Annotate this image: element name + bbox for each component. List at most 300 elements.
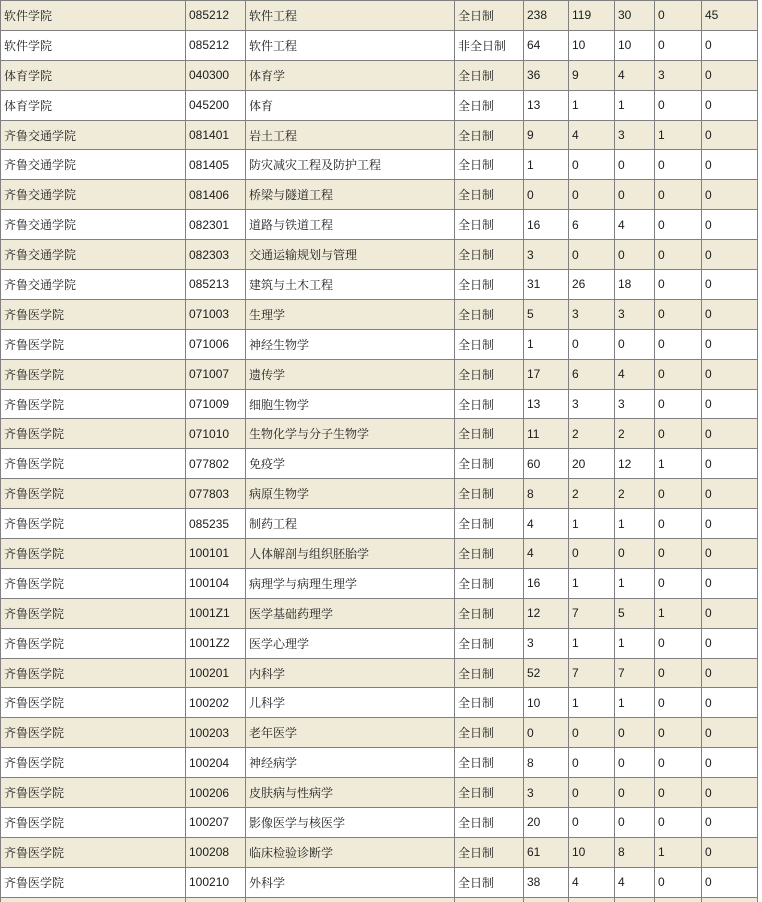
table-cell: 1	[655, 599, 702, 629]
table-cell: 软件工程	[246, 1, 455, 31]
table-cell: 齐鲁医学院	[1, 569, 186, 599]
table-cell: 1	[615, 91, 655, 121]
table-cell: 全日制	[455, 569, 524, 599]
table-cell: 0	[655, 659, 702, 689]
table-cell: 全日制	[455, 240, 524, 270]
table-cell: 085213	[186, 270, 246, 300]
table-cell: 0	[702, 300, 758, 330]
table-cell	[655, 898, 702, 902]
table-cell: 0	[655, 300, 702, 330]
table-cell: 齐鲁医学院	[1, 390, 186, 420]
table-cell: 非全日制	[455, 31, 524, 61]
table-cell: 100101	[186, 539, 246, 569]
table-cell: 0	[569, 539, 615, 569]
table-row	[1, 778, 758, 808]
table-cell	[455, 898, 524, 902]
table-cell: 3	[655, 61, 702, 91]
table-cell: 10	[524, 688, 569, 718]
table-cell: 0	[702, 718, 758, 748]
table-cell: 全日制	[455, 688, 524, 718]
table-cell: 齐鲁医学院	[1, 748, 186, 778]
table-cell: 皮肤病与性病学	[246, 778, 455, 808]
table-cell: 1	[615, 629, 655, 659]
table-row	[1, 479, 758, 509]
table-cell: 3	[569, 390, 615, 420]
table-cell: 0	[615, 539, 655, 569]
table-cell: 0	[702, 509, 758, 539]
table-cell: 齐鲁医学院	[1, 599, 186, 629]
table-row	[1, 180, 758, 210]
table-cell: 0	[615, 180, 655, 210]
table-cell: 齐鲁交通学院	[1, 121, 186, 151]
table-cell: 2	[569, 419, 615, 449]
table-cell: 0	[655, 868, 702, 898]
table-cell: 13	[524, 91, 569, 121]
table-cell: 0	[655, 91, 702, 121]
table-cell: 10	[569, 838, 615, 868]
table-cell: 0	[702, 659, 758, 689]
table-row	[1, 629, 758, 659]
table-cell: 0	[569, 718, 615, 748]
table-cell: 影像医学与核医学	[246, 808, 455, 838]
table-cell: 免疫学	[246, 449, 455, 479]
table-row	[1, 210, 758, 240]
table-cell: 1	[655, 838, 702, 868]
table-cell: 0	[702, 539, 758, 569]
table-cell: 1001Z1	[186, 599, 246, 629]
table-cell: 0	[615, 330, 655, 360]
table-cell: 1	[569, 91, 615, 121]
table-cell: 0	[569, 330, 615, 360]
table-row	[1, 330, 758, 360]
table-cell: 17	[524, 360, 569, 390]
table-cell: 全日制	[455, 270, 524, 300]
table-cell: 16	[524, 210, 569, 240]
table-row	[1, 240, 758, 270]
table-cell	[1, 898, 186, 902]
table-cell: 4	[615, 360, 655, 390]
table-cell: 0	[702, 629, 758, 659]
table-row	[1, 539, 758, 569]
table-cell: 12	[615, 449, 655, 479]
table-cell: 4	[569, 121, 615, 151]
table-row	[1, 300, 758, 330]
table-cell: 齐鲁医学院	[1, 629, 186, 659]
table-cell: 0	[655, 419, 702, 449]
table-cell: 1001Z2	[186, 629, 246, 659]
table-cell: 全日制	[455, 509, 524, 539]
table-cell: 内科学	[246, 659, 455, 689]
table-cell: 4	[569, 868, 615, 898]
table-cell: 071010	[186, 419, 246, 449]
table-cell: 0	[655, 569, 702, 599]
table-cell: 20	[569, 449, 615, 479]
table-cell: 临床检验诊断学	[246, 838, 455, 868]
table-cell: 0	[655, 539, 702, 569]
table-cell: 1	[569, 569, 615, 599]
table-cell: 100104	[186, 569, 246, 599]
table-cell: 全日制	[455, 150, 524, 180]
table-row	[1, 659, 758, 689]
table-row	[1, 718, 758, 748]
table-cell: 10	[569, 31, 615, 61]
table-cell: 0	[569, 240, 615, 270]
table-cell: 0	[655, 210, 702, 240]
table-cell: 全日制	[455, 659, 524, 689]
table-cell	[186, 898, 246, 902]
table-row	[1, 121, 758, 151]
table-cell: 1	[615, 569, 655, 599]
table-cell: 齐鲁交通学院	[1, 150, 186, 180]
table-cell: 10	[615, 31, 655, 61]
table-cell: 100203	[186, 718, 246, 748]
table-cell: 全日制	[455, 778, 524, 808]
table-cell: 38	[524, 868, 569, 898]
table-cell: 081405	[186, 150, 246, 180]
table-cell: 081406	[186, 180, 246, 210]
table-cell	[702, 898, 758, 902]
table-cell: 0	[655, 1, 702, 31]
table-cell: 0	[655, 629, 702, 659]
table-cell: 8	[524, 748, 569, 778]
table-cell: 全日制	[455, 479, 524, 509]
table-cell: 8	[615, 838, 655, 868]
table-cell: 全日制	[455, 808, 524, 838]
table-cell: 1	[615, 688, 655, 718]
table-cell: 全日制	[455, 539, 524, 569]
table-cell: 细胞生物学	[246, 390, 455, 420]
table-cell: 7	[569, 659, 615, 689]
table-cell: 病原生物学	[246, 479, 455, 509]
table-cell: 4	[524, 539, 569, 569]
table-cell: 18	[615, 270, 655, 300]
table-cell: 071003	[186, 300, 246, 330]
table-cell: 体育	[246, 91, 455, 121]
table-cell: 全日制	[455, 180, 524, 210]
table-cell: 4	[615, 61, 655, 91]
table-cell: 0	[702, 360, 758, 390]
table-cell: 6	[569, 360, 615, 390]
table-cell: 085212	[186, 1, 246, 31]
table-cell: 体育学院	[1, 91, 186, 121]
table-cell: 5	[524, 300, 569, 330]
table-cell	[246, 898, 455, 902]
table-cell: 齐鲁医学院	[1, 419, 186, 449]
table-cell: 0	[702, 150, 758, 180]
table-cell: 道路与铁道工程	[246, 210, 455, 240]
table-cell: 生理学	[246, 300, 455, 330]
table-row	[1, 509, 758, 539]
table-cell: 制药工程	[246, 509, 455, 539]
table-cell: 齐鲁医学院	[1, 509, 186, 539]
table-cell: 齐鲁医学院	[1, 808, 186, 838]
table-cell: 齐鲁医学院	[1, 659, 186, 689]
table-cell: 0	[655, 390, 702, 420]
table-row	[1, 569, 758, 599]
table-cell: 11	[524, 419, 569, 449]
table-row	[1, 599, 758, 629]
table-cell: 3	[569, 300, 615, 330]
table-cell: 人体解剖与组织胚胎学	[246, 539, 455, 569]
table-cell: 0	[702, 449, 758, 479]
table-cell: 082301	[186, 210, 246, 240]
table-cell: 齐鲁交通学院	[1, 240, 186, 270]
table-cell: 119	[569, 1, 615, 31]
table-cell: 64	[524, 31, 569, 61]
table-cell: 52	[524, 659, 569, 689]
table-cell: 齐鲁医学院	[1, 330, 186, 360]
table-cell: 软件学院	[1, 31, 186, 61]
table-cell: 0	[702, 330, 758, 360]
table-cell: 0	[655, 808, 702, 838]
table-cell: 085235	[186, 509, 246, 539]
table-row	[1, 31, 758, 61]
table-cell: 081401	[186, 121, 246, 151]
table-cell: 全日制	[455, 61, 524, 91]
table-cell: 238	[524, 1, 569, 31]
table-cell: 0	[702, 240, 758, 270]
table-cell: 齐鲁医学院	[1, 688, 186, 718]
table-row	[1, 360, 758, 390]
table-cell: 防灾减灾工程及防护工程	[246, 150, 455, 180]
table-cell: 全日制	[455, 360, 524, 390]
table-cell: 0	[702, 419, 758, 449]
table-cell: 100208	[186, 838, 246, 868]
table-cell: 齐鲁交通学院	[1, 270, 186, 300]
table-cell: 0	[655, 509, 702, 539]
table-cell: 60	[524, 449, 569, 479]
table-row	[1, 748, 758, 778]
table-cell: 0	[569, 748, 615, 778]
table-cell	[615, 898, 655, 902]
table-cell: 0	[702, 390, 758, 420]
table-cell: 齐鲁医学院	[1, 868, 186, 898]
table-cell: 040300	[186, 61, 246, 91]
table-cell: 全日制	[455, 748, 524, 778]
table-cell: 全日制	[455, 629, 524, 659]
table-cell: 外科学	[246, 868, 455, 898]
table-cell: 全日制	[455, 300, 524, 330]
table-cell: 3	[615, 300, 655, 330]
table-cell: 0	[702, 479, 758, 509]
table-cell: 100207	[186, 808, 246, 838]
table-cell: 8	[524, 479, 569, 509]
table-cell: 5	[615, 599, 655, 629]
table-cell: 岩土工程	[246, 121, 455, 151]
table-cell: 神经病学	[246, 748, 455, 778]
table-cell: 全日制	[455, 599, 524, 629]
table-cell: 7	[615, 659, 655, 689]
table-cell: 0	[702, 599, 758, 629]
table-cell: 全日制	[455, 91, 524, 121]
table-cell: 1	[615, 509, 655, 539]
table-cell: 全日制	[455, 449, 524, 479]
table-cell: 20	[524, 808, 569, 838]
table-cell: 0	[702, 569, 758, 599]
table-cell: 9	[569, 61, 615, 91]
table-cell: 0	[702, 808, 758, 838]
table-cell: 3	[524, 778, 569, 808]
table-cell: 0	[655, 270, 702, 300]
table-cell: 071006	[186, 330, 246, 360]
table-cell: 1	[569, 688, 615, 718]
table-cell: 2	[615, 419, 655, 449]
table-cell: 3	[524, 629, 569, 659]
table-cell: 0	[524, 180, 569, 210]
table-row	[1, 150, 758, 180]
table-cell: 1	[655, 449, 702, 479]
table-cell: 全日制	[455, 330, 524, 360]
table-cell: 0	[655, 748, 702, 778]
table-cell: 0	[702, 61, 758, 91]
table-cell: 3	[615, 390, 655, 420]
table-row	[1, 449, 758, 479]
table-cell: 6	[569, 210, 615, 240]
table-cell: 3	[615, 121, 655, 151]
table-row	[1, 1, 758, 31]
table-cell: 0	[615, 150, 655, 180]
table-cell: 0	[655, 150, 702, 180]
table-cell: 0	[702, 868, 758, 898]
table-cell: 遗传学	[246, 360, 455, 390]
table-cell: 体育学	[246, 61, 455, 91]
table-cell: 0	[615, 240, 655, 270]
table-cell: 0	[702, 210, 758, 240]
table-cell: 26	[569, 270, 615, 300]
table-cell: 齐鲁医学院	[1, 778, 186, 808]
table-cell: 0	[655, 718, 702, 748]
table-cell: 100202	[186, 688, 246, 718]
table-cell: 齐鲁医学院	[1, 539, 186, 569]
table-cell: 0	[615, 748, 655, 778]
table-row	[1, 808, 758, 838]
table-cell: 1	[569, 509, 615, 539]
table-cell: 0	[655, 180, 702, 210]
table-body	[1, 1, 758, 902]
table-cell: 儿科学	[246, 688, 455, 718]
table-cell: 4	[615, 210, 655, 240]
table-cell: 0	[655, 778, 702, 808]
table-cell: 齐鲁医学院	[1, 449, 186, 479]
table-cell: 医学心理学	[246, 629, 455, 659]
table-cell: 0	[655, 240, 702, 270]
table-cell: 0	[655, 31, 702, 61]
table-cell: 交通运输规划与管理	[246, 240, 455, 270]
table-cell: 桥梁与隧道工程	[246, 180, 455, 210]
table-cell: 全日制	[455, 868, 524, 898]
table-cell: 31	[524, 270, 569, 300]
table-cell: 61	[524, 838, 569, 868]
table-cell: 0	[569, 808, 615, 838]
table-cell: 0	[615, 778, 655, 808]
table-cell: 齐鲁医学院	[1, 300, 186, 330]
table-cell: 100206	[186, 778, 246, 808]
table-cell: 全日制	[455, 838, 524, 868]
table-cell: 齐鲁医学院	[1, 479, 186, 509]
table-cell: 16	[524, 569, 569, 599]
table-cell: 0	[702, 838, 758, 868]
table-cell: 神经生物学	[246, 330, 455, 360]
table-row	[1, 688, 758, 718]
table-cell: 0	[702, 121, 758, 151]
table-cell: 0	[702, 91, 758, 121]
table-cell: 13	[524, 390, 569, 420]
table-cell: 0	[569, 778, 615, 808]
table-cell: 软件工程	[246, 31, 455, 61]
table-cell: 071009	[186, 390, 246, 420]
table-cell: 齐鲁医学院	[1, 360, 186, 390]
table-cell: 软件学院	[1, 1, 186, 31]
table-cell: 齐鲁医学院	[1, 718, 186, 748]
table-cell: 100210	[186, 868, 246, 898]
table-cell: 0	[615, 808, 655, 838]
table-cell: 045200	[186, 91, 246, 121]
table-cell: 齐鲁医学院	[1, 838, 186, 868]
table-cell: 病理学与病理生理学	[246, 569, 455, 599]
table-cell: 2	[615, 479, 655, 509]
table-cell: 全日制	[455, 718, 524, 748]
table-cell: 4	[615, 868, 655, 898]
table-cell: 全日制	[455, 390, 524, 420]
table-cell	[524, 898, 569, 902]
table-cell: 2	[569, 479, 615, 509]
table-cell: 30	[615, 1, 655, 31]
table-cell: 071007	[186, 360, 246, 390]
table-row	[1, 868, 758, 898]
table-cell: 全日制	[455, 121, 524, 151]
table-cell: 3	[524, 240, 569, 270]
table-cell: 1	[524, 330, 569, 360]
table-row	[1, 61, 758, 91]
table-row	[1, 898, 758, 902]
table-cell: 0	[702, 31, 758, 61]
table-cell: 12	[524, 599, 569, 629]
table-cell: 1	[524, 150, 569, 180]
table-cell: 全日制	[455, 419, 524, 449]
table-cell: 0	[655, 330, 702, 360]
table-cell: 体育学院	[1, 61, 186, 91]
table-cell: 医学基础药理学	[246, 599, 455, 629]
table-cell: 0	[655, 479, 702, 509]
table-cell: 4	[524, 509, 569, 539]
table-cell: 全日制	[455, 210, 524, 240]
table-row	[1, 270, 758, 300]
table-cell: 0	[569, 180, 615, 210]
table-cell: 100204	[186, 748, 246, 778]
table-cell: 0	[655, 688, 702, 718]
table-cell: 45	[702, 1, 758, 31]
table-cell: 082303	[186, 240, 246, 270]
table-cell: 7	[569, 599, 615, 629]
table-cell: 36	[524, 61, 569, 91]
table-cell: 1	[569, 629, 615, 659]
table-cell: 0	[702, 180, 758, 210]
table-cell: 生物化学与分子生物学	[246, 419, 455, 449]
table-row	[1, 419, 758, 449]
table-cell: 085212	[186, 31, 246, 61]
table-cell: 0	[569, 150, 615, 180]
table-cell: 0	[615, 718, 655, 748]
table-row	[1, 91, 758, 121]
table-row	[1, 838, 758, 868]
table-cell: 0	[702, 778, 758, 808]
table-cell: 建筑与土木工程	[246, 270, 455, 300]
table-cell: 077803	[186, 479, 246, 509]
table-cell: 0	[702, 688, 758, 718]
table-cell: 全日制	[455, 1, 524, 31]
table-cell: 0	[702, 270, 758, 300]
table-cell: 1	[655, 121, 702, 151]
